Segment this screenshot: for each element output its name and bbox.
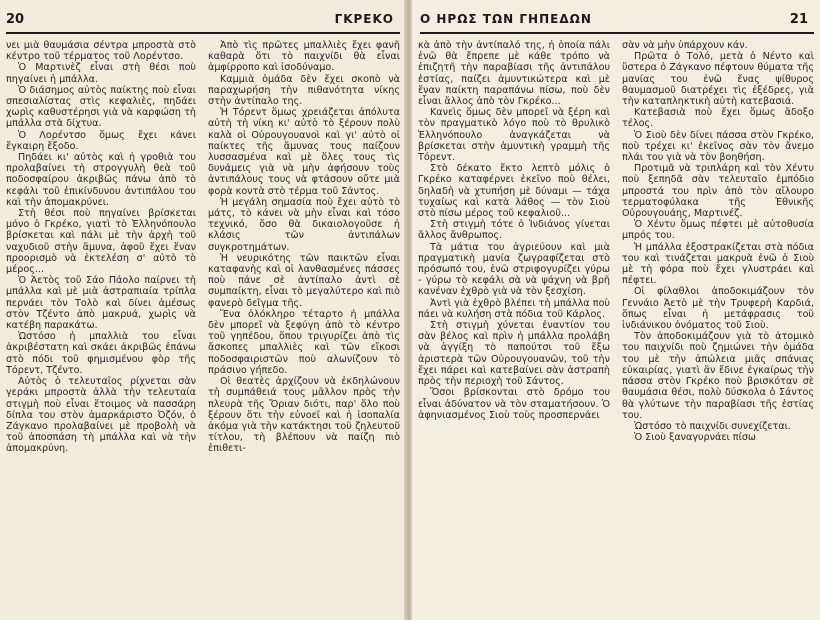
paragraph: Ἡ μπάλλα ἐξοστρακίζεται στὰ πόδια του καὶ τινάζεται μακρυὰ ἐνῶ ὁ Σιοὺ μὲ τὴ φόρα ποὺ ἔχει γλυστράει καὶ πέφτει.: [622, 241, 814, 287]
header-rule-left: [6, 32, 400, 34]
paragraph: Ἡ μεγάλη σημασία ποὺ ἔχει αὐτὸ τὸ μάτς, τὸ κάνει νὰ μὴν εἶναι καὶ τόσο τεχνικό, ὅσο θὰ δικαιολογοῦσε ἡ κλάσις τῶν ἀντιπάλων συγκροτημάτων.: [208, 196, 400, 253]
paragraph: Ἕνα ὁλόκληρο τέταρτο ἡ μπάλλα δὲν μπορεῖ νὰ ξεφύγη ἀπὸ τὸ κέντρο τοῦ γηπέδου, ὅπου τριγυρίζει ἀπὸ τὶς ἄσκοπες μπαλλιὲς καὶ τῶν εἴκοσι ποδοσφαιριστῶν ποὺ αλωνίζουν τὸ πράσινο γήπεδο.: [208, 308, 400, 376]
paragraph: Ὁ Χέντυ ὅμως πέφτει μὲ αὐτοθυσία μπρός του.: [622, 219, 814, 242]
paragraph: Ἀντὶ γιὰ ἐχθρὸ βλέπει τὴ μπάλλα ποὺ πάει νὰ κυλήση στὰ πόδια τοῦ Κάρλος.: [418, 297, 610, 320]
paragraph: Ὁ Ἀετὸς τοῦ Σάο Πάολο παίρνει τὴ μπάλλα καὶ μὲ μιὰ ἀστραπιαία τρίπλα περνάει τὸν Τολὸ καὶ δίνει ἀμέσως στὸν Τζέντο ἀπὸ μακρυά, χωρὶς νὰ κατέβη παρακάτω.: [6, 275, 196, 332]
right-column-2: [622, 40, 814, 616]
paragraph: Στὴ θέσι ποὺ πηγαίνει βρίσκεται μόνο ὁ Γκρέκο, γιατὶ τὸ Ἑλληνόπουλο βρίσκεται καὶ πάλι μὲ τὴν ἀρχὴ τοῦ ναχυδιοῦ στὴν ἄμυνα, ἀφοῦ ἔχει ἕναν προορισμὸ νὰ ἐκτελέση σ' αὐτὸ τὸ μέρος...: [6, 208, 196, 276]
paragraph: Οἱ φίλαθλοι ἀποδοκιμάζουν τὸν Γεννάιο Ἀετὸ μὲ τὴν Τρυφερὴ Καρδιά, ὅπως εἶναι ἡ μετάφρασις τοῦ ἰνδιάνικου ὀνόματος τοῦ Σιοὺ.: [622, 286, 814, 332]
paragraph: Οἱ θεατὲς ἀρχίζουν νὰ ἐκδηλώνουν τὴ συμπάθειά τους μᾶλλον πρὸς τὴν πλευρὰ τῆς Ὄριαν διότι, παρ' ὅλο ποὺ ξέρουν ὅτι τὴν εὐνοεῖ καὶ ἡ ἰσοπαλία ἀκόμα γιὰ τὴν κατάκτησι τοῦ ζηλευτοῦ τίτλου, τὴ βλέπουν νὰ παίζη πιὸ ἐπιθετι-: [208, 376, 400, 455]
paragraph: Προτιμᾶ νὰ τριπλάρη καὶ τὸν Χέντυ ποὺ ξεπηδᾶ σὰν τελευταῖο ἐμπόδιο μπροστά του πρὶν ἀπὸ τὸν αἴλουρο τερματοφύλακα τῆς Ἐθνικῆς Οὐρουγουάης, Μαρτινέζ.: [622, 163, 814, 220]
paragraph: Ἡ νευρικότης τῶν παικτῶν εἶναι καταφανὴς καὶ οἱ λανθασμένες πάσσες ποὺ πάνε σὲ ἀντίπαλο ἀντὶ σὲ συμπαίκτη, εἶναι τὸ μεγαλύτερο καὶ πιὸ φανερὸ δεῖγμα τῆς.: [208, 252, 400, 309]
paragraph: νει μιὰ θαυμάσια σέντρα μπροστὰ στὸ κέντρο τοῦ τέρματος τοῦ Λορέντσο.: [6, 40, 196, 63]
paragraph: Ὅσοι βρίσκονται στὸ δρόμο του εἶναι ἀδύνατον νὰ τὸν σταματήσουν. Ὁ ἀφηνιασμένος Σιοὺ τοὺς προσπερνάει: [418, 387, 610, 421]
right-running-head: [412, 8, 820, 30]
paragraph: Τὸν ἀποδοκιμάζουν γιὰ τὸ ἀτομικὸ του παιχνίδι ποὺ ζημιώνει τὴν ὁμάδα του μὲ τὴν ἀπώλεια μιᾶς σπάνιας εὐκαιρίας, γιατὶ ἂν ἔδινε ἐγκαίρως τὴν πάσσα στὸν Γκρέκο ποὺ βρισκόταν σὲ θαυμάσια θέσι, πολὺ δύσκολα ὁ Σάντος θὰ γλύτωνε τὴν παραβίασι τῆς ἑστίας του.: [622, 331, 814, 421]
running-title-right: Ο ΗΡΩΣ ΤΩΝ ΓΗΠΕΔΩΝ: [420, 12, 592, 26]
paragraph: Ὡστόσο τὸ παιχνίδι συνεχίζεται.: [634, 420, 791, 432]
paragraph: Αὐτὸς ὁ τελευταῖος ρίχνεται σὰν γεράκι μπροστὰ ἀλλὰ τὴν τελευταία στιγμὴ ποὺ εἶναι ἕτοιμος νὰ πασσάρη δίπλα του στὸν ἀμαρκάριστο Ὀζόν, ὁ Ζάγκανο προλαβαίνει μὲ προβολὴ νὰ τοῦ ἀποσπάση τὴ μπάλλα καὶ νὰ τὴν ἀπομακρύνη.: [6, 376, 196, 455]
right-page: [412, 0, 820, 620]
paragraph: Ὡστόσο ἡ μπαλλιὰ του εἶναι ἀκριβέστατη καὶ σκάει ἀκριβῶς ἐπάνω στὸ πόδι τοῦ φημισμένου φὸρ τῆς Τόρεντ, Τζέντο.: [6, 331, 196, 376]
left-column-1: [6, 40, 196, 616]
left-running-head: [0, 8, 408, 30]
paragraph: Ὁ Σιοὺ ξαναγυρνάει πίσω: [634, 432, 756, 444]
paragraph: σὰν νὰ μὴν ὑπάρχουν κάν.: [622, 40, 748, 51]
paragraph: Κατεβασιὰ ποὺ ἔχει ὅμως ἄδοξο τέλος.: [622, 107, 814, 130]
paragraph: Καμμιὰ ὁμάδα δὲν ἔχει σκοπὸ νὰ παραχωρήση τὴν πιθανότητα νίκης στὴν ἀντίπαλο της.: [208, 73, 400, 108]
running-title-left: ΓΚΡΕΚΟ: [334, 12, 394, 26]
left-column-2: [208, 40, 400, 616]
header-rule-right: [420, 32, 814, 34]
page-number-left: 20: [6, 12, 25, 27]
paragraph: Στὴ στιγμὴ χύνεται ἐναντίον του σὰν βέλος καὶ πρὶν ἡ μπάλλα προλάβη νὰ ἀγγίξη τὸ παπούτσι τοῦ ἔξω ἀριστερὰ τῶν Οὐρουγουανῶν, τοῦ τὴν ἔχει πάρει καὶ κατεβαίνει σὰν ἀστραπὴ πρὸς τὴν περιοχὴ τοῦ Σάντος.: [418, 320, 610, 388]
paragraph: Ἀπὸ τὶς πρῶτες μπαλλιὲς ἔχει φανῆ καθαρὰ ὅτι τὸ παιχνίδι θὰ εἶναι ἀμφίρροπο καὶ ἰσοδύναμο.: [208, 40, 400, 74]
paragraph: Πηδάει κι' αὐτὸς καὶ ἡ γροθιὰ του προλαβαίνει τὴ στρογγυλὴ θεὰ τοῦ ποδοσφαίρου ἀκριβῶς πάνω ἀπὸ τὸ κεφάλι τοῦ ἐπικίνδυνου ἀντιπάλου του καὶ τὴν ἀπομακρύνει.: [6, 152, 196, 208]
paragraph: Ὁ Λορέντσο ὅμως ἔχει κάνει ἔγκαιρη ἔξοδο.: [6, 129, 196, 152]
paragraph: Πρῶτα ὁ Τολό, μετὰ ὁ Νέντο καὶ ὕστερα ὁ Ζάγκανο πέφτουν θύματα τῆς μανίας του ἐνῶ ἕνας ψίθυρος θαυμασμοῦ διατρέχει τὶς ἐξέδρες, γιὰ τὴν καταπληκτικὴ αὐτὴ κατεβασιά.: [622, 51, 814, 108]
paragraph: κὰ ἀπὸ τὴν ἀντίπαλό της, ἡ ὁποία πάλι ἐνῶ θὰ ἔπρεπε μὲ κάθε τρόπο νὰ ἐπιζητῆ τὴν παραβίασι τῆς ἀντιπάλου ἑστίας, παίζει ἀμυντικώτερα καὶ μὲ ἕναν παίκτη παραπάνω πίσω, ποὺ δὲν εἶναι ἄλλος ἀπὸ τὸν Γκρέκο...: [418, 40, 610, 108]
paragraph: Τὰ μάτια του ἀγριεύουν καὶ μιὰ πραγματικὴ μανία ζωγραφίζεται στὸ πρόσωπό του, ἐνῶ στριφογυρίζει γύρω - γύρω τὸ κεφάλι σὰ νὰ ψάχνη νὰ βρῆ κανέναν ἐχθρὸ γιὰ νὰ τὸν ξεσχίση.: [418, 241, 610, 298]
paragraph: Ἡ Τόρεντ ὅμως χρειάζεται ἀπόλυτα αὐτὴ τὴ νίκη κι' αὐτὸ τὸ ξέρουν πολὺ καλὰ οἱ Οὐρουγουανοὶ καὶ γι' αὐτὸ οἱ παίκτες τῆς ἄμυνας τους παίζουν λυσσασμένα καὶ μὲ ὅλες τους τὶς δυνάμεις γιὰ νὰ μὴν ἀφήσουν τοὺς ἀντιπάλους τους νὰ φτάσουν οὔτε μιὰ φορὰ κοντὰ στὸ τέρμα τοῦ Σάντος.: [208, 107, 400, 197]
right-column-1: [418, 40, 610, 616]
paragraph: Στὴ στιγμὴ τότε ὁ Ἰνδιάνος γίνεται ἄλλος ἄνθρωπος.: [418, 219, 610, 242]
paragraph: Ὁ Μαρτινὲζ εἶναι στὴ θέσι ποὺ πηγαίνει ἡ μπάλλα.: [6, 62, 196, 85]
paragraph: Ὁ διάσημος αὐτὸς παίκτης ποὺ εἶναι σπεσιαλίστας στὶς κεφαλιὲς, πηδάει χωρὶς καθυστέρησι γιὰ νὰ καρφώση τὴ μπάλλα στὰ δίχτυα.: [6, 84, 196, 130]
left-page: [0, 0, 408, 620]
paragraph: Ὁ Σιοὺ δὲν δίνει πάσσα στὸν Γκρέκο, ποὺ τρέχει κι' ἐκεῖνος σὰν τὸν ἄνεμο πλάι του γιὰ νὰ τὸν βοηθήση.: [622, 129, 814, 164]
page-number-right: 21: [789, 12, 808, 27]
paragraph: Κανεὶς ὅμως δὲν μπορεῖ νὰ ξέρη καὶ τὸν πραγματικὸ λόγο ποὺ τὸ θρυλικὸ Ἑλληνόπουλο ἀναγκάζεται νὰ βρίσκεται στὴν ἀμυντικὴ γραμμὴ τῆς Τόρεντ.: [418, 107, 610, 164]
paragraph: Στὸ δέκατο ἕκτο λεπτὸ μόλις ὁ Γκρέκο καταφέρνει ἐκεῖνο ποὺ θέλει, δηλαδὴ νὰ χτυπήση μὲ δύναμι — τάχα τυχαίως καὶ κατὰ λάθος — τὸν Σιοὺ στὸ πίσω μέρος τοῦ κεφαλιοῦ...: [418, 163, 610, 220]
